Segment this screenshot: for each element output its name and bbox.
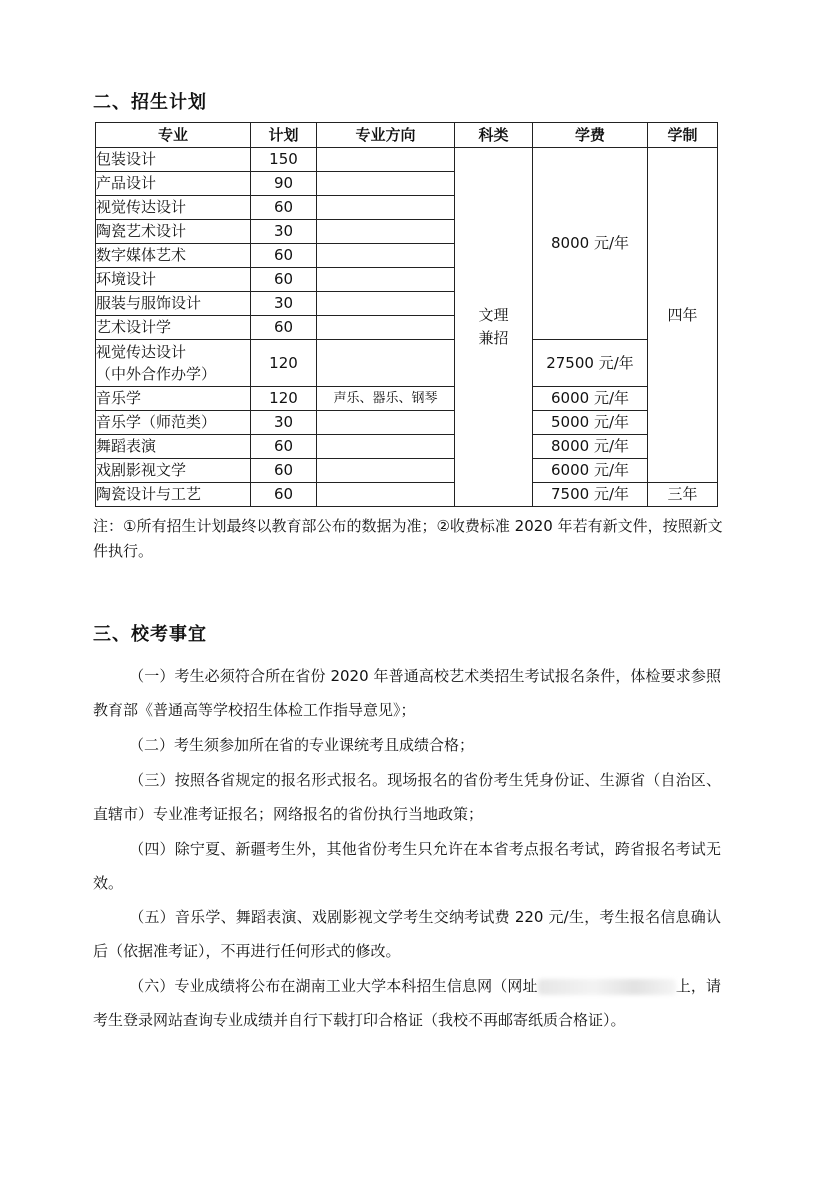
cell-plan: 30	[251, 292, 317, 316]
header-duration: 学制	[648, 123, 718, 148]
table-row	[96, 459, 718, 483]
major-line-2: （中外合作办学）	[96, 365, 217, 383]
cell-major: 艺术设计学	[96, 316, 251, 340]
paragraph-3	[93, 763, 721, 831]
paragraph-5	[93, 900, 721, 968]
table-row	[96, 411, 718, 435]
cell-plan: 60	[251, 196, 317, 220]
cell-fee: 5000 元/年	[533, 411, 648, 435]
paragraph-4	[93, 832, 721, 900]
paragraph-6-text-a: （六）专业成绩将公布在湖南工业大学本科招生信息网（网址	[129, 977, 538, 995]
table-note: 注：①所有招生计划最终以教育部公布的数据为准；②收费标准 2020 年若有新文件，按照新文件执行。	[93, 517, 723, 560]
cell-major: 环境设计	[96, 268, 251, 292]
table-row	[96, 148, 718, 172]
cell-direction	[317, 244, 455, 268]
cell-plan: 120	[251, 387, 317, 411]
cell-direction	[317, 292, 455, 316]
cell-fee: 7500 元/年	[533, 483, 648, 507]
header-major: 专业	[96, 123, 251, 148]
cell-major-two-line	[96, 340, 251, 387]
cell-plan: 30	[251, 220, 317, 244]
cell-plan: 60	[251, 483, 317, 507]
paragraph-5-text: （五）音乐学、舞蹈表演、戏剧影视文学考生交纳考试费 220 元/生，考生报名信息确认后（依据准考证），不再进行任何形式的修改。	[93, 908, 721, 960]
cell-fee-merged: 8000 元/年	[533, 148, 648, 340]
cell-plan: 60	[251, 435, 317, 459]
cell-fee: 27500 元/年	[533, 340, 648, 387]
cell-fee: 6000 元/年	[533, 459, 648, 483]
cell-plan: 60	[251, 244, 317, 268]
cell-major: 陶瓷艺术设计	[96, 220, 251, 244]
header-plan: 计划	[251, 123, 317, 148]
cell-direction	[317, 459, 455, 483]
paragraph-1	[93, 659, 721, 727]
paragraph-3-text: （三）按照各省规定的报名形式报名。现场报名的省份考生凭身份证、生源省（自治区、直辖市）专业准考证报名；网络报名的省份执行当地政策；	[93, 771, 721, 823]
cell-plan: 30	[251, 411, 317, 435]
cell-plan: 60	[251, 268, 317, 292]
major-line-1: 视觉传达设计	[96, 343, 187, 361]
section-title-enrollment-plan: 二、招生计划	[93, 92, 207, 113]
section-title-school-exam: 三、校考事宜	[93, 624, 207, 645]
cell-duration-last: 三年	[648, 483, 718, 507]
paragraph-4-text: （四）除宁夏、新疆考生外，其他省份考生只允许在本省考点报名考试，跨省报名考试无效。	[93, 840, 721, 892]
paragraph-6-text-b: 上，请考生登录网站查询专业成绩并自行下载打印合格证（我校不再邮寄纸质合格证）。	[93, 977, 721, 1029]
cell-direction	[317, 340, 455, 387]
cell-direction	[317, 220, 455, 244]
cell-direction	[317, 196, 455, 220]
cell-fee: 8000 元/年	[533, 435, 648, 459]
cell-direction	[317, 268, 455, 292]
enrollment-plan-table	[95, 122, 718, 507]
header-fee: 学费	[533, 123, 648, 148]
cell-major: 数字媒体艺术	[96, 244, 251, 268]
cell-direction	[317, 148, 455, 172]
table-row	[96, 387, 718, 411]
cell-duration-main: 四年	[648, 148, 718, 483]
cell-direction	[317, 435, 455, 459]
cell-major: 包装设计	[96, 148, 251, 172]
cell-plan: 90	[251, 172, 317, 196]
redacted-url-blur	[538, 979, 676, 995]
cell-major: 产品设计	[96, 172, 251, 196]
cell-plan: 150	[251, 148, 317, 172]
header-category: 科类	[455, 123, 533, 148]
cell-plan: 120	[251, 340, 317, 387]
cell-category	[455, 148, 533, 507]
table-row	[96, 340, 718, 387]
paragraph-1-text: （一）考生必须符合所在省份 2020 年普通高校艺术类招生考试报名条件，体检要求参照教育部《普通高等学校招生体检工作指导意见》；	[93, 667, 721, 719]
cell-direction	[317, 411, 455, 435]
cell-direction	[317, 483, 455, 507]
category-line-1: 文理	[478, 306, 509, 324]
cell-major: 音乐学（师范类）	[96, 411, 251, 435]
cell-major: 戏剧影视文学	[96, 459, 251, 483]
cell-major: 舞蹈表演	[96, 435, 251, 459]
header-direction: 专业方向	[317, 123, 455, 148]
cell-plan: 60	[251, 316, 317, 340]
cell-major: 陶瓷设计与工艺	[96, 483, 251, 507]
category-line-2: 兼招	[478, 329, 509, 347]
paragraph-6	[93, 969, 721, 1037]
paragraph-2	[93, 728, 721, 762]
cell-major: 视觉传达设计	[96, 196, 251, 220]
paragraph-2-text: （二）考生须参加所在省的专业课统考且成绩合格；	[129, 736, 475, 754]
cell-major: 音乐学	[96, 387, 251, 411]
table-row	[96, 435, 718, 459]
cell-direction	[317, 316, 455, 340]
cell-major: 服装与服饰设计	[96, 292, 251, 316]
cell-direction	[317, 172, 455, 196]
table-header-row	[96, 123, 718, 148]
table-row	[96, 483, 718, 507]
cell-fee: 6000 元/年	[533, 387, 648, 411]
cell-direction: 声乐、器乐、钢琴	[317, 387, 455, 411]
cell-plan: 60	[251, 459, 317, 483]
